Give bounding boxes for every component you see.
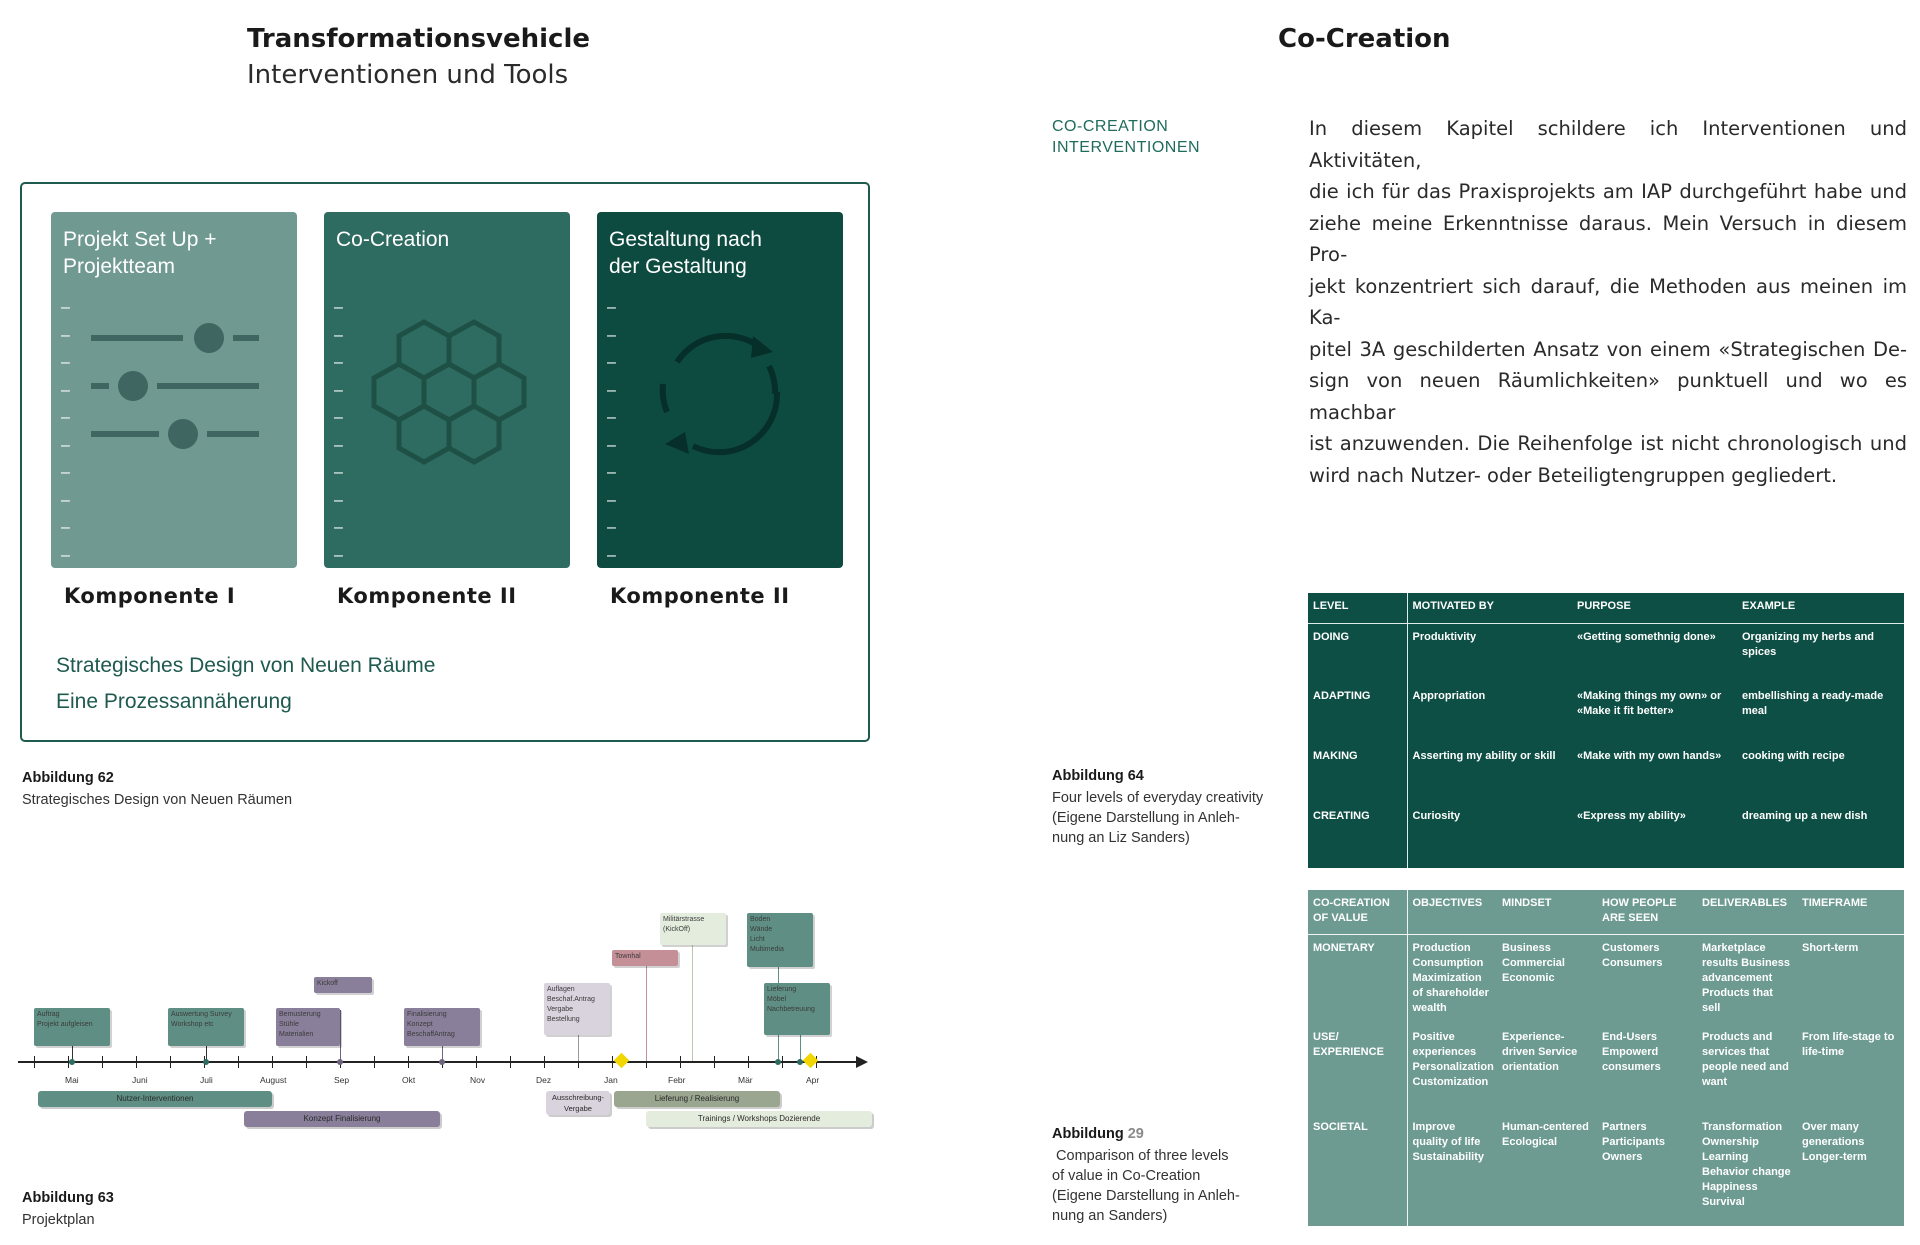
table-cell: Business Commercial Economic [1502, 941, 1565, 984]
month-label: Dez [536, 1075, 552, 1085]
strategy-heading: Strategisches Design von Neuen Räume Eine Prozessannäherung [56, 654, 436, 713]
card-title: Gestaltung nach der Gestaltung [609, 228, 762, 278]
month-label: Sep [334, 1075, 350, 1085]
month-label: Apr [806, 1075, 820, 1085]
table-cell: Organizing my herbs and spices [1742, 630, 1875, 658]
table-header: MINDSET [1497, 890, 1597, 934]
table-header: MOTIVATED BY [1407, 593, 1572, 623]
timeline-box: Bemusterung Stühle Materialien [276, 1008, 340, 1046]
caption-text: Comparison of three levels of value in Co-Creation (Eigene Darstellung in Anleh- nung an Sanders) [1052, 1148, 1240, 1224]
table-cell: Over many generations Longer-term [1802, 1121, 1867, 1163]
table-header: PURPOSE [1572, 593, 1737, 623]
timeline-ticks [18, 1056, 858, 1068]
dash-list: – – – – – – – – – – [607, 299, 616, 564]
card-gestaltung [597, 212, 843, 568]
month-label: Mär [738, 1075, 753, 1085]
table-cell: Human-centered Ecological [1502, 1121, 1589, 1148]
component-label: Komponente I [64, 584, 236, 608]
table-cell: Appropriation [1412, 690, 1486, 702]
card-projekt-setup [51, 212, 297, 568]
caption-text: Projektplan [22, 1212, 95, 1228]
table-cell: «Making things my own» or «Make it fit better» [1577, 690, 1722, 717]
caption-text: Four levels of everyday creativity (Eigene Darstellung in Anleh- nung an Liz Sanders) [1052, 790, 1264, 846]
table-cell: Improve quality of life Sustainability [1412, 1121, 1485, 1163]
table-header: CO-CREATION OF VALUE [1308, 890, 1407, 934]
timeline-box: Finalisierung Konzept BeschaffAntrag [404, 1008, 480, 1046]
month-label: August [260, 1075, 287, 1085]
page-subtitle: Interventionen und Tools [247, 60, 569, 90]
timeline-box: Auflagen Beschaf.Antrag Vergabe Bestellung [544, 983, 610, 1035]
body-paragraph: In diesem Kapitel schildere ich Interventionen und Aktivitäten, die ich für das Praxisprojekts am IAP durchgeführt habe und ziehe meine Erkenntnisse daraus. Mein Versuch in diesem Pro- jekt konzentriert sich darauf, die Methoden aus meinen im Ka- pitel 3A geschilderten Ansatz von einem «Strategischen De- sign von neuen Räumlichkeiten» punktuell und wo es machbar ist anzuwenden. Die Reihenfolge ist nicht chronologisch und wird nach Nutzer- oder Beteiligtengruppen gegliedert. [1309, 117, 1907, 487]
value-levels-table [1308, 890, 1904, 1226]
month-label: Juni [132, 1075, 148, 1085]
table-cell: MONETARY [1308, 934, 1407, 1024]
table-cell: Positive experiences Personalization Customization [1412, 1031, 1494, 1088]
hexagons-icon [370, 318, 528, 470]
table-cell: SOCIETAL [1308, 1114, 1407, 1226]
timeline-box: Auftrag Projekt aufgleisen [34, 1008, 110, 1046]
month-label: Mai [65, 1075, 79, 1085]
table-cell: Curiosity [1412, 810, 1461, 822]
table-cell: Products and services that people need and want [1702, 1031, 1789, 1088]
component-label: Komponente II [337, 584, 517, 608]
table-cell: DOING [1308, 623, 1407, 683]
table-cell: From life-stage to life-time [1802, 1031, 1895, 1058]
project-timeline [18, 905, 878, 1145]
table-cell: Experience-driven Service orientation [1502, 1031, 1578, 1073]
timeline-bar: Konzept Finalisierung [244, 1111, 440, 1127]
table-cell: dreaming up a new dish [1742, 810, 1868, 822]
caption-title: Abbildung 63 [22, 1190, 114, 1206]
table-header: TIMEFRAME [1797, 890, 1904, 934]
timeline-bar: Nutzer-Interventionen [38, 1091, 272, 1107]
timeline-box: Kickoff [314, 977, 372, 993]
table-header: OBJECTIVES [1407, 890, 1497, 934]
table-header: HOW PEOPLE ARE SEEN [1597, 890, 1697, 934]
table-cell: Produktivity [1412, 630, 1477, 643]
creativity-levels-table [1308, 593, 1904, 868]
timeline-box: Boden Wände Licht Multimedia [747, 913, 813, 967]
table-cell: «Express my ability» [1577, 810, 1686, 822]
table-cell: «Getting somethnig done» [1577, 630, 1716, 643]
month-label: Okt [402, 1075, 416, 1085]
table-cell: Asserting my ability or skill [1412, 750, 1556, 762]
timeline-box: Auswertung Survey Workshop etc [168, 1008, 244, 1046]
timeline-box: Townhal [612, 950, 678, 966]
month-label: Juli [200, 1075, 213, 1085]
timeline-box: Lieferung Möbel Nachbetreuung [764, 983, 830, 1035]
table-cell: CREATING [1308, 803, 1407, 868]
card-title: Projekt Set Up + Projektteam [63, 228, 217, 278]
timeline-box: Militärstrasse (KickOff) [660, 913, 726, 945]
table-cell: Customers Consumers [1602, 941, 1663, 969]
dash-list: – – – – – – – – – – [61, 299, 70, 564]
table-header: DELIVERABLES [1697, 890, 1797, 934]
table-cell: End-Users Empowerd consumers [1602, 1031, 1661, 1073]
caption-text: Strategisches Design von Neuen Räumen [22, 792, 293, 808]
card-title: Co-Creation [336, 228, 450, 251]
timeline-bar: Lieferung / Realisierung [614, 1091, 780, 1107]
table-cell: cooking with recipe [1742, 750, 1845, 762]
page-title: Co-Creation [1278, 24, 1451, 54]
card-co-creation [324, 212, 570, 568]
table-cell: MAKING [1308, 743, 1407, 803]
table-cell: Short-term [1802, 941, 1859, 954]
table-cell: «Make with my own hands» [1577, 750, 1722, 762]
page-title: Transformationsvehicle [247, 24, 591, 54]
table-cell: Marketplace results Business advancement Products that sell [1702, 941, 1791, 1014]
table-cell: USE/ EXPERIENCE [1308, 1024, 1407, 1114]
component-label: Komponente II [610, 584, 790, 608]
caption-title: Abbildung 62 [22, 770, 114, 786]
section-label: CO-CREATION INTERVENTIONEN [1052, 118, 1201, 156]
table-cell: Transformation Ownership Learning Behavior change Happiness Survival [1702, 1121, 1791, 1208]
table-cell: Partners Participants Owners [1602, 1121, 1665, 1163]
cycle-arrows-icon [649, 322, 789, 462]
table-cell: Production Consumption Maximization of shareholder wealth [1412, 941, 1489, 1014]
dash-list: – – – – – – – – – – [334, 299, 343, 564]
month-label: Nov [470, 1075, 486, 1085]
table-cell: ADAPTING [1308, 683, 1407, 743]
timeline-bar: Ausschreibung- Vergabe [546, 1091, 610, 1115]
caption-title: Abbildung 29 [1052, 1126, 1144, 1142]
month-label: Febr [668, 1075, 686, 1085]
timeline-bar: Trainings / Workshops Dozierende [646, 1111, 872, 1127]
table-cell: embellishing a ready-made meal [1742, 690, 1884, 717]
table-header: EXAMPLE [1737, 593, 1904, 623]
caption-title: Abbildung 64 [1052, 768, 1144, 784]
month-label: Jan [604, 1075, 618, 1085]
figure-62-frame [20, 182, 870, 742]
table-header: LEVEL [1308, 593, 1407, 623]
sliders-icon [89, 320, 259, 450]
